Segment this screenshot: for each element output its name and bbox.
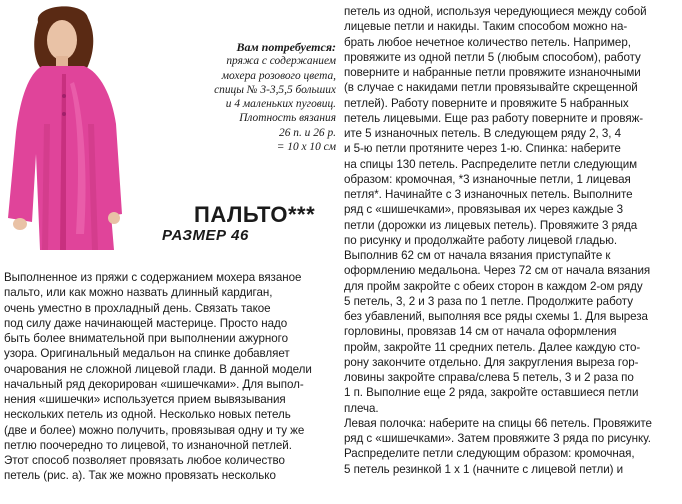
text-line: петлей). Работу поверните и провяжите 5 набранных	[344, 96, 629, 110]
text-line: 5 петель резинкой 1 х 1 (начните с лицевой петли) и	[344, 462, 624, 476]
text-line: нения «шишечки» используется прием вывязывания	[4, 393, 286, 406]
text-line: для пройм закройте с обеих сторон в каждом 2-ом ряду	[344, 279, 643, 293]
text-line: ряд с «шишечками». Затем провяжите 3 ряда по рисунку.	[344, 432, 651, 445]
text-line: оформлению медальона. Через 72 см от начала вязания	[344, 264, 651, 278]
text-line: на спицы 130 петель. Распределите петли следующим	[344, 157, 638, 171]
text-line: пальто, или как можно назвать длинный кардиган,	[4, 286, 273, 300]
text-line: Этот способ позволяет провязать любое количество	[4, 454, 285, 467]
right-text-column	[344, 4, 678, 477]
text-line: петля*. Начинайте с 3 изнаночных петель. Выполните	[344, 188, 633, 201]
text-line: петли (дорожки из лицевых петель). Провяжите 3 ряда	[344, 218, 638, 232]
text-line: под силу даже начинающей мастерице. Просто надо	[4, 316, 288, 330]
materials-line: пряжа с содержанием	[226, 55, 336, 68]
text-line: по рисунку и продолжайте работу лицевой гладью.	[344, 233, 618, 247]
materials-line: и 4 маленьких пуговиц.	[225, 98, 336, 111]
text-line: быть более внимательной при выполнении ажурного	[4, 332, 289, 345]
text-line: петель лицевыми. Еще раз работу поверните и провяж-	[344, 111, 644, 125]
text-line: 1 п. Выполние еще 2 ряда, закройте оставшиеся петли	[344, 386, 639, 400]
text-line: и 5-ю петли протяните через 1-ю. Спинка: наберите	[344, 142, 621, 156]
materials-line: Плотность вязания	[239, 112, 336, 125]
materials-line: 26 п. и 26 р.	[279, 126, 336, 139]
text-line: узора. Оригинальный медальон на спинке добавляет	[4, 347, 290, 361]
text-line: Выполненное из пряжи с содержанием мохера вязаное	[4, 271, 302, 284]
materials-line: спицы № 3-3,5,5 больших	[214, 83, 336, 96]
text-line: Левая полочка: наберите на спицы 66 петель. Провяжите	[344, 416, 652, 430]
text-line: лицевые петли и накиды. Таким способом можно на-	[344, 20, 628, 34]
text-line: нескольких петель из одной. Несколько новых петель	[4, 408, 291, 422]
text-line: петлю поочередно то лицевой, то изнаночной петлей.	[4, 438, 292, 452]
text-line: Выполнив 62 см от начала вязания приступайте к	[344, 249, 611, 262]
text-line: рону закончите отдельно. Для закругления выреза гор-	[344, 355, 639, 369]
text-line: петель (рис. а). Так же можно провязать несколько	[4, 469, 276, 483]
materials-title: Вам потребуется:	[236, 40, 336, 54]
text-line: пройм, закройте 11 средних петель. Далее каждую сто-	[344, 340, 641, 354]
coat-photo	[4, 4, 122, 256]
text-line: (две и более) можно получить, провязывая одну и ту же	[4, 423, 305, 437]
woman-in-pink-coat-illustration	[4, 4, 122, 256]
text-line: горловины, провязав 14 см от начала оформления	[344, 325, 617, 339]
text-line: поверните и набранные петли провяжите изнаночными	[344, 66, 641, 79]
size-label: РАЗМЕР 46	[162, 227, 249, 244]
text-line: ите 5 изнаночных петель. В следующем ряду 2, 3, 4	[344, 127, 622, 140]
text-line: без убавлений, выполняя все ряды схемы 1. Для выреза	[344, 310, 648, 323]
materials-block	[150, 40, 336, 154]
text-line: петель из одной, используя чередующиеся между собой	[344, 5, 647, 18]
materials-line: = 10 х 10 см	[276, 141, 336, 154]
text-line: Распределите петли следующим образом: кромочная,	[344, 447, 635, 461]
pattern-title: ПАЛЬТО***	[194, 202, 316, 227]
text-line: ловины закройте справа/слева 5 петель, 3 и 2 раза по	[344, 371, 634, 384]
text-line: плеча.	[344, 401, 379, 415]
text-line: провяжите из одной петли 5 (любым способом), работу	[344, 50, 641, 64]
text-line: очарования не сложной лицевой глади. В данной модели	[4, 362, 312, 376]
text-line: ряд с «шишечками», провязывая их через каждые 3	[344, 203, 624, 217]
text-line: брать любое нечетное количество петель. Например,	[344, 35, 631, 49]
text-line: очень уместно в прохладный день. Связать такое	[4, 301, 271, 315]
text-line: начальный ряд декорирован «шишечками». Для выпол-	[4, 377, 304, 391]
text-line: 5 петель, 3, 2 и 3 раза по 1 петле. Продолжите работу	[344, 294, 633, 308]
left-text-column	[4, 270, 336, 484]
text-line: образом: кромочная, *3 изнаночные петли, 1 лицевая	[344, 172, 631, 186]
text-line: (в случае с накидами петли провязывайте скрещенной	[344, 81, 638, 95]
materials-line: мохера розового цвета,	[221, 69, 336, 82]
